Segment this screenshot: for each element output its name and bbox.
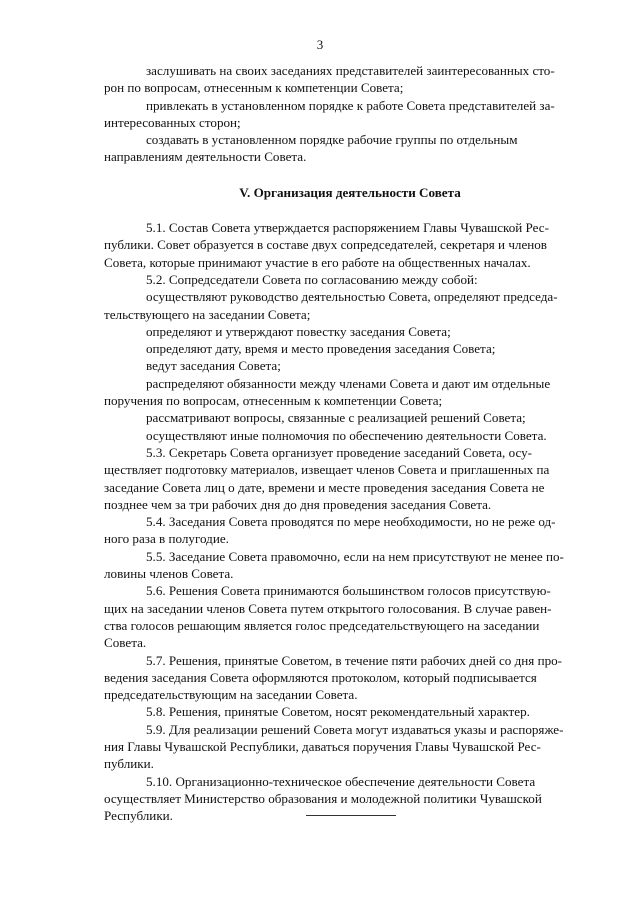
- list-item: осуществляют руководство деятельностью Совета, определяют председа- тельствующего на заседании Совета;: [104, 289, 558, 322]
- clause-5-9: 5.9. Для реализации решений Совета могут издаваться указы и распоряже- ния Главы Чувашской Республики, даваться поручения Главы Чувашской Рес- публики.: [104, 721, 564, 772]
- intro-list: [104, 62, 596, 166]
- clause-5-1: 5.1. Состав Совета утверждается распоряжением Главы Чувашской Рес- публики. Совет образуется в составе двух сопредседателей, секретаря и членов Совета, которые принимают участие в его работе на общественных началах.: [104, 220, 549, 270]
- clause-5-2: 5.2. Сопредседатели Совета по согласованию между собой:: [146, 271, 478, 287]
- list-item: ведут заседания Совета;: [146, 358, 281, 374]
- end-divider: [306, 815, 396, 816]
- clause-5-7: 5.7. Решения, принятые Советом, в течение пяти рабочих дней со дня про- ведения заседания Совета оформляются протоколом, который подписывается председательствующим на заседании Совета.: [104, 652, 563, 703]
- list-item: рассматривают вопросы, связанные с реализацией решений Совета;: [146, 410, 526, 426]
- list-item: распределяют обязанности между членами Совета и дают им отдельные поручения по вопросам, отнесенным к компетенции Совета;: [104, 375, 551, 409]
- list-item: создавать в установленном порядке рабочие группы по отдельным направлениям деятельности Совета.: [104, 132, 518, 165]
- clause-5-5: 5.5. Заседание Совета правомочно, если на нем присутствуют не менее по- ловины членов Совета.: [104, 548, 564, 582]
- list-item: определяют дату, время и место проведения заседания Совета;: [146, 341, 496, 357]
- clause-5-10: 5.10. Организационно-техническое обеспечение деятельности Совета осуществляет Министерство образования и молодежной политики Чувашской Республики.: [104, 773, 542, 824]
- list-item: привлекать в установленном порядке к работе Совета представителей за- интересованных сторон;: [104, 97, 555, 130]
- clause-5-3: 5.3. Секретарь Совета организует проведение заседаний Совета, осу- ществляет подготовку материалов, извещает членов Совета и приглашенных па заседание Совета лиц о дате, времени и месте проведения заседания Совета не позднее чем за три рабочих дня до дня проведения заседания Совета.: [104, 444, 550, 512]
- section-body: [104, 219, 596, 824]
- list-item: определяют и утверждают повестку заседания Совета;: [146, 323, 451, 339]
- list-item: заслушивать на своих заседаниях представителей заинтересованных сто- рон по вопросам, отнесенным к компетенции Совета;: [104, 63, 555, 96]
- page-number: 3: [316, 37, 324, 52]
- clause-5-4: 5.4. Заседания Совета проводятся по мере необходимости, но не реже од- ного раза в полугодие.: [104, 514, 556, 547]
- list-item: осуществляют иные полномочия по обеспечению деятельности Совета.: [146, 427, 547, 443]
- document-body: [104, 62, 596, 824]
- clause-5-8: 5.8. Решения, принятые Советом, носят рекомендательный характер.: [146, 704, 530, 720]
- section-heading: V. Организация деятельности Совета: [239, 184, 461, 200]
- clause-5-6: 5.6. Решения Совета принимаются большинством голосов присутствую- щих на заседании членов Совета путем открытого голосования. В случае равен- ства голосов решающим является голос председательствующего на заседании Совета.: [104, 583, 552, 651]
